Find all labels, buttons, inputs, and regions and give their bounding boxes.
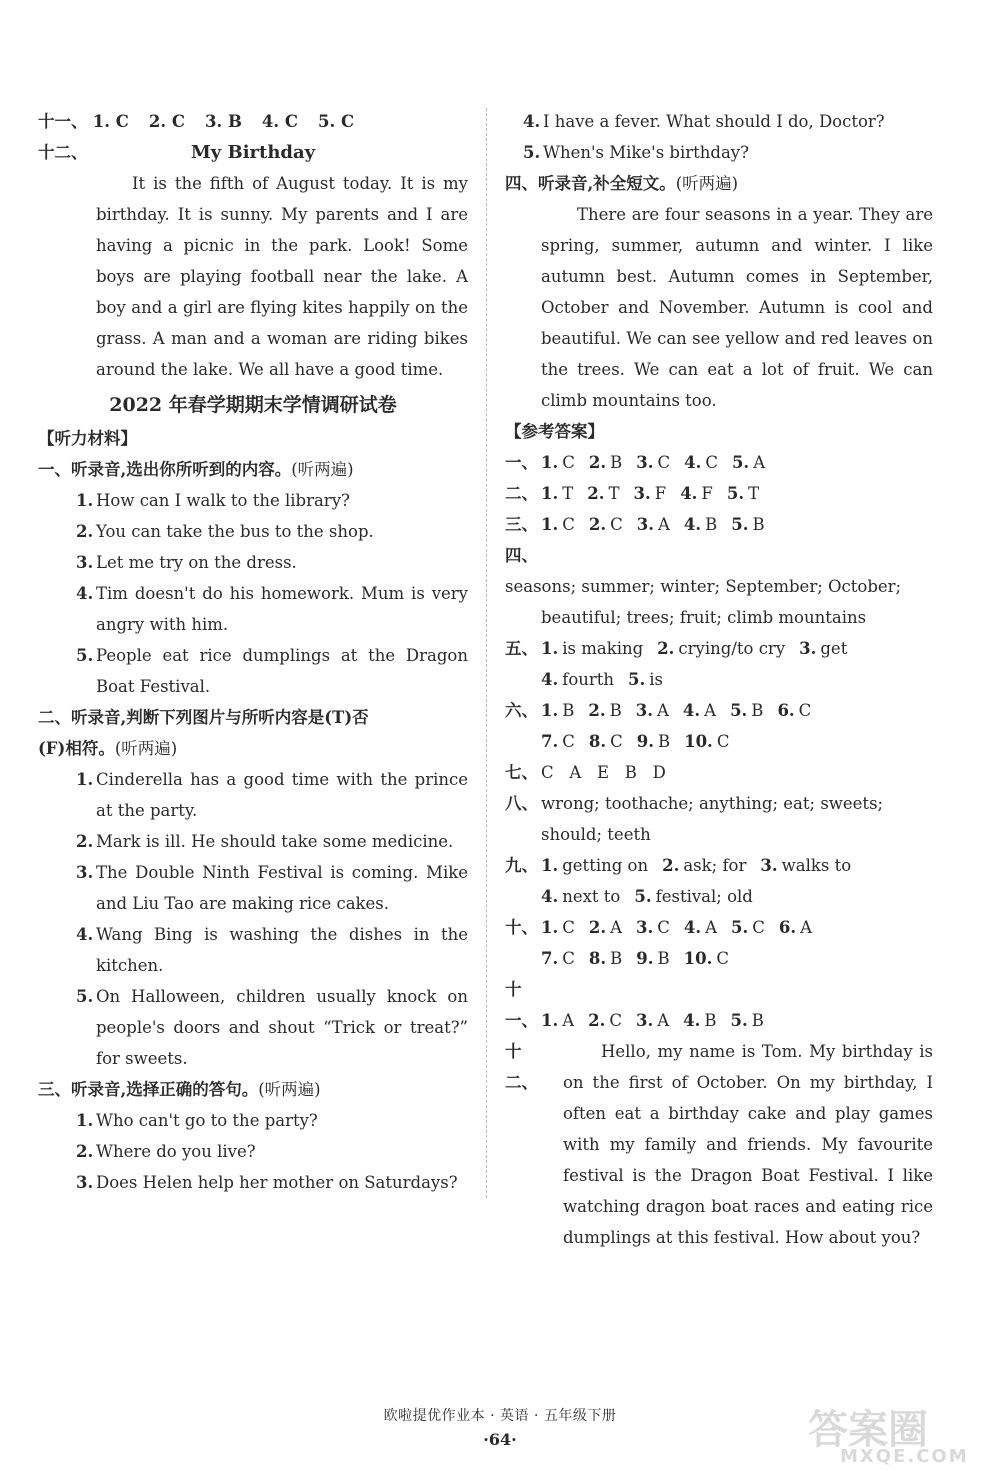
answer-number: 3. xyxy=(636,515,654,534)
answer-row xyxy=(505,943,933,974)
answer-row xyxy=(505,664,933,695)
answer-value: festival; old xyxy=(655,887,753,906)
answer-list xyxy=(93,112,374,131)
list-item xyxy=(38,981,468,1074)
answer-value: A xyxy=(800,918,813,937)
answer-value: A xyxy=(610,918,623,937)
answer-value: fourth xyxy=(562,670,615,689)
answer-number: 7. xyxy=(541,949,559,968)
answer-item xyxy=(662,856,746,875)
answer-number: 2. xyxy=(588,701,606,720)
answer-item xyxy=(683,701,716,720)
answer-value: B xyxy=(751,1011,764,1030)
answer-number: 5. C xyxy=(318,112,355,131)
answer-value: B xyxy=(562,701,575,720)
answer-item xyxy=(637,732,670,751)
answer-section xyxy=(505,788,933,850)
answer-value: C xyxy=(609,1011,623,1030)
answer-value: get xyxy=(820,639,848,658)
listening-passage: There are four seasons in a year. They are spring, summer, autumn and winter. I like autumn best. Autumn comes in September, October and November. Autumn is cool and beautiful. We can see yellow and red leaves on the trees. We can eat a lot of fruit. We can climb mountains too. xyxy=(541,205,933,410)
answer-number: 4. xyxy=(683,918,702,937)
answer-text: seasons; summer; winter; September; October; xyxy=(505,577,902,596)
answer-value: C xyxy=(562,949,575,968)
item-number: 3. xyxy=(76,1173,94,1192)
answer-number: 5. xyxy=(731,918,749,937)
answer-number: 1. xyxy=(541,701,559,720)
exam-title: 2022 年春学期期末学情调研试卷 xyxy=(109,394,397,416)
item-number: 5. xyxy=(76,646,94,665)
answer-row xyxy=(505,974,933,1036)
answer-value: walks to xyxy=(781,856,852,875)
answer-value: A xyxy=(657,1011,670,1030)
answer-item xyxy=(589,453,622,472)
section-note: (听两遍) xyxy=(291,460,354,479)
answer-text: C A E B D xyxy=(541,763,666,782)
answer-value: A xyxy=(657,515,670,534)
section-label: 四、 xyxy=(505,546,538,565)
answer-item xyxy=(684,918,717,937)
answer-item xyxy=(777,701,811,720)
answer-value: B xyxy=(705,515,718,534)
answer-value: T xyxy=(748,484,760,503)
answer-section xyxy=(505,850,933,912)
answer-item xyxy=(318,112,358,131)
answer-item xyxy=(541,639,643,658)
answer-value: C xyxy=(562,918,575,937)
answer-number: 10. xyxy=(684,732,713,751)
answer-value: T xyxy=(608,484,620,503)
answer-value: A xyxy=(704,701,717,720)
list-item xyxy=(38,547,468,578)
answer-item xyxy=(149,112,189,131)
section-label: 十一、 xyxy=(38,112,88,131)
list-item xyxy=(505,106,933,137)
listening-header: 【听力材料】 xyxy=(38,429,137,448)
answer-number: 6. xyxy=(778,918,797,937)
answer-item xyxy=(731,918,765,937)
section-note: (听两遍) xyxy=(114,739,178,758)
answer-row xyxy=(505,509,933,540)
answer-row xyxy=(505,726,933,757)
answer-text: should; teeth xyxy=(541,825,651,844)
right-column xyxy=(505,106,933,1253)
answer-section-12 xyxy=(505,1036,933,1253)
answer-item xyxy=(636,453,670,472)
answer-item xyxy=(730,701,763,720)
answer-item xyxy=(541,918,575,937)
item-text: People eat rice dumplings at the Dragon Boat Festival. xyxy=(96,646,468,696)
list-item xyxy=(38,857,468,919)
answer-row xyxy=(505,819,933,850)
listening-section-3-items-cont xyxy=(505,106,933,168)
item-number: 1. xyxy=(76,491,94,510)
answer-number: 1. xyxy=(541,639,559,658)
item-text: When's Mike's birthday? xyxy=(543,143,749,162)
answer-value: B xyxy=(657,732,671,751)
answer-number: 2. xyxy=(588,453,607,472)
column-divider xyxy=(486,108,487,1198)
item-text: You can take the bus to the shop. xyxy=(96,522,374,541)
answer-value: B xyxy=(751,701,764,720)
answer-item xyxy=(541,670,614,689)
section-12-heading xyxy=(38,137,468,168)
answer-item xyxy=(732,453,765,472)
answer-item xyxy=(628,670,663,689)
answer-item xyxy=(205,112,246,131)
section-label: 十二、 xyxy=(505,1042,538,1092)
answer-number: 4. xyxy=(684,453,702,472)
answer-number: 2. xyxy=(588,1011,606,1030)
answer-value: ask; for xyxy=(683,856,747,875)
answer-number: 4. xyxy=(683,515,702,534)
item-text: I have a fever. What should I do, Doctor? xyxy=(543,112,885,131)
watermark-logo xyxy=(800,1398,990,1468)
item-number: 5. xyxy=(523,143,541,162)
answer-number: 9. xyxy=(636,732,654,751)
section-label: 三、听录音,选择正确的答句。 xyxy=(38,1080,259,1099)
answer-value: C xyxy=(705,453,718,472)
answer-item xyxy=(541,701,574,720)
answer-number: 8. xyxy=(588,949,607,968)
answer-essay: Hello, my name is Tom. My birthday is on the first of October. On my birthday, I often eat a birthday cake and play games with my family and friends. My favourite festival is the Dragon Boat Festival. I like watching dragon boat races and eating rice dumplings at this festival. How about you? xyxy=(563,1042,933,1247)
answer-number: 2. C xyxy=(148,112,185,131)
answer-section xyxy=(505,757,933,788)
answer-row xyxy=(505,695,933,726)
item-text: Mark is ill. He should take some medicine. xyxy=(96,832,454,851)
answer-row xyxy=(505,881,933,912)
answer-item xyxy=(634,887,753,906)
answer-value: A xyxy=(656,701,669,720)
answer-row xyxy=(505,850,933,881)
list-item xyxy=(38,826,468,857)
answer-number: 4. xyxy=(541,670,559,689)
listening-section-3-items xyxy=(38,1105,468,1198)
item-number: 3. xyxy=(76,553,94,572)
answer-value: C xyxy=(716,732,730,751)
answer-text: beautiful; trees; fruit; climb mountains xyxy=(541,608,867,627)
answer-number: 2. xyxy=(662,856,680,875)
listening-section-1-items xyxy=(38,485,468,702)
answer-value: F xyxy=(654,484,667,503)
section-label: 一、 xyxy=(505,453,538,472)
answer-value: C xyxy=(610,515,623,534)
answer-number: 6. xyxy=(777,701,795,720)
answer-number: 3. xyxy=(636,918,654,937)
answer-item xyxy=(731,515,764,534)
page-number: ·64· xyxy=(483,1430,517,1449)
item-text: Does Helen help her mother on Saturdays? xyxy=(96,1173,458,1192)
footer-book-title: 欧啦提优作业本 · 英语 · 五年级下册 xyxy=(383,1408,617,1424)
item-text: Tim doesn't do his homework. Mum is very angry with him. xyxy=(96,584,468,634)
answer-number: 3. xyxy=(633,484,651,503)
item-number: 1. xyxy=(76,770,94,789)
item-text: On Halloween, children usually knock on people's doors and shout “Trick or treat?” for sweets. xyxy=(96,987,468,1068)
answer-number: 4. xyxy=(682,701,701,720)
watermark-main: 答案圈 xyxy=(808,1407,928,1453)
listening-section-2-items xyxy=(38,764,468,1074)
answer-number: 1. xyxy=(541,918,559,937)
listening-section-4-heading xyxy=(505,168,933,199)
list-item xyxy=(38,764,468,826)
answer-number: 2. xyxy=(588,918,607,937)
answer-row xyxy=(505,540,933,602)
answer-key xyxy=(505,447,933,1036)
section-label: 二、听录音,判断下列图片与所听内容是(T)否 xyxy=(38,708,369,727)
answer-item xyxy=(589,732,623,751)
answer-item xyxy=(636,949,669,968)
answer-item xyxy=(727,484,759,503)
answer-number: 4. xyxy=(680,484,698,503)
answer-number: 5. xyxy=(634,887,652,906)
item-number: 2. xyxy=(76,832,94,851)
section-note: (听两遍) xyxy=(675,174,739,193)
answer-text: wrong; toothache; anything; eat; sweets; xyxy=(541,794,884,813)
answer-item xyxy=(262,112,302,131)
section-label: 一、听录音,选出你所听到的内容。 xyxy=(38,460,292,479)
answer-number: 7. xyxy=(541,732,559,751)
answer-value: A xyxy=(562,1011,575,1030)
answers-header: 【参考答案】 xyxy=(505,422,604,441)
watermark-url: MXQE.COM xyxy=(840,1446,969,1467)
list-item xyxy=(38,485,468,516)
answer-item xyxy=(684,515,717,534)
answer-value: B xyxy=(610,949,623,968)
answer-item xyxy=(636,701,669,720)
answer-value: is xyxy=(649,670,664,689)
item-number: 1. xyxy=(76,1111,94,1130)
listening-section-3-heading xyxy=(38,1074,468,1105)
list-item xyxy=(505,137,933,168)
answer-number: 2. xyxy=(657,639,675,658)
answer-item xyxy=(541,484,573,503)
answer-item xyxy=(657,639,785,658)
answer-item xyxy=(680,484,713,503)
answer-item xyxy=(587,484,619,503)
answer-number: 1. xyxy=(541,856,559,875)
answer-section xyxy=(505,478,933,509)
answer-number: 3. xyxy=(635,701,653,720)
answer-item xyxy=(589,918,622,937)
listening-section-2-heading xyxy=(38,702,468,764)
answer-item xyxy=(684,949,729,968)
item-number: 4. xyxy=(523,112,541,131)
answer-value: T xyxy=(562,484,574,503)
answer-value: B xyxy=(752,515,765,534)
answer-number: 5. xyxy=(731,515,749,534)
answer-number: 8. xyxy=(588,732,607,751)
section-label: 九、 xyxy=(505,856,538,875)
answer-item xyxy=(589,949,622,968)
answer-row xyxy=(505,478,933,509)
item-number: 4. xyxy=(76,584,94,603)
section-label: 六、 xyxy=(505,701,538,720)
essay-paragraph: It is the fifth of August today. It is my birthday. It is sunny. My parents and I are having a picnic in the park. Look! Some boys are playing football near the lake. A boy and a girl are flying kites happily on the grass. A man and a woman are riding bikes around the lake. We all have a good time. xyxy=(96,174,468,379)
answer-value: C xyxy=(752,918,765,937)
answer-number: 3. B xyxy=(204,112,242,131)
list-item xyxy=(38,516,468,547)
list-item xyxy=(38,919,468,981)
listening-section-1-heading xyxy=(38,454,468,485)
answer-number: 1. xyxy=(541,515,559,534)
answer-row xyxy=(505,447,933,478)
answer-item xyxy=(541,949,575,968)
answer-number: 5. xyxy=(730,1011,748,1030)
item-text: Where do you live? xyxy=(96,1142,256,1161)
answer-row xyxy=(505,757,933,788)
answer-item xyxy=(779,918,812,937)
answer-item xyxy=(588,1011,622,1030)
answer-value: B xyxy=(657,949,670,968)
item-text: Who can't go to the party? xyxy=(96,1111,318,1130)
list-item xyxy=(38,640,468,702)
answer-number: 4. xyxy=(541,887,559,906)
answer-number: 9. xyxy=(636,949,654,968)
answer-number: 3. xyxy=(636,1011,654,1030)
answer-row xyxy=(505,788,933,819)
answer-item xyxy=(637,515,670,534)
item-number: 5. xyxy=(76,987,94,1006)
answer-value: B xyxy=(609,701,622,720)
answer-item xyxy=(541,887,620,906)
section-label: 十二、 xyxy=(38,143,88,162)
answer-value: F xyxy=(701,484,713,503)
answer-section xyxy=(505,509,933,540)
answer-item xyxy=(799,639,847,658)
answer-value: B xyxy=(704,1011,717,1030)
section-label: 七、 xyxy=(505,763,538,782)
item-number: 3. xyxy=(76,863,94,882)
answer-value: C xyxy=(562,453,575,472)
item-text: The Double Ninth Festival is coming. Mike and Liu Tao are making rice cakes. xyxy=(96,863,468,913)
section-label: 四、听录音,补全短文。 xyxy=(505,174,676,193)
section-label: 三、 xyxy=(505,515,538,534)
answer-value: next to xyxy=(562,887,621,906)
item-number: 4. xyxy=(76,925,94,944)
item-text: How can I walk to the library? xyxy=(96,491,350,510)
answer-item xyxy=(541,856,648,875)
section-label-cont: (F)相符。 xyxy=(38,739,115,758)
answer-value: C xyxy=(610,732,623,751)
answer-number: 1. C xyxy=(92,112,129,131)
item-text: Cinderella has a good time with the prince at the party. xyxy=(96,770,468,820)
section-label: 十、 xyxy=(505,918,538,937)
answer-number: 1. xyxy=(541,484,559,503)
answer-section xyxy=(505,447,933,478)
section-label: 五、 xyxy=(505,639,538,658)
answer-item xyxy=(541,515,575,534)
item-number: 2. xyxy=(76,1142,94,1161)
answer-number: 2. xyxy=(587,484,605,503)
answer-row xyxy=(505,912,933,943)
answer-value: C xyxy=(798,701,812,720)
answer-section xyxy=(505,695,933,757)
item-text: Wang Bing is washing the dishes in the kitchen. xyxy=(96,925,468,975)
answer-section xyxy=(505,974,933,1036)
answer-value: A xyxy=(753,453,766,472)
answer-number: 3. xyxy=(799,639,817,658)
answer-value: is making xyxy=(562,639,644,658)
answer-item xyxy=(760,856,851,875)
answer-item xyxy=(588,701,621,720)
essay-title: My Birthday xyxy=(190,142,316,163)
section-11-answers xyxy=(38,106,468,137)
list-item xyxy=(38,1136,468,1167)
answer-item xyxy=(636,1011,669,1030)
answer-number: 10. xyxy=(683,949,713,968)
answer-item xyxy=(589,515,623,534)
answer-value: B xyxy=(610,453,623,472)
answer-number: 3. xyxy=(760,856,778,875)
answer-number: 4. C xyxy=(261,112,298,131)
answer-number: 2. xyxy=(588,515,607,534)
answer-value: C xyxy=(657,918,670,937)
answer-value: C xyxy=(562,515,575,534)
answer-item xyxy=(636,918,670,937)
answer-number: 3. xyxy=(636,453,654,472)
section-label: 八、 xyxy=(505,794,538,813)
answer-section xyxy=(505,912,933,974)
answer-item xyxy=(93,112,133,131)
answer-section xyxy=(505,540,933,633)
section-label: 十一、 xyxy=(505,980,538,1030)
answer-number: 5. xyxy=(731,453,750,472)
answer-number: 4. xyxy=(683,1011,701,1030)
section-label: 二、 xyxy=(505,484,538,503)
answer-number: 1. xyxy=(541,453,559,472)
answer-row xyxy=(505,633,933,664)
answer-item xyxy=(684,453,718,472)
answer-number: 1. xyxy=(541,1011,559,1030)
answer-number: 5. xyxy=(730,701,748,720)
item-number: 2. xyxy=(76,522,94,541)
answer-value: getting on xyxy=(562,856,649,875)
answer-item xyxy=(541,732,575,751)
left-column xyxy=(38,106,468,1198)
answer-section xyxy=(505,633,933,695)
answer-item xyxy=(731,1011,764,1030)
answer-value: A xyxy=(705,918,718,937)
answer-value: C xyxy=(657,453,671,472)
item-text: Let me try on the dress. xyxy=(96,553,297,572)
answer-item xyxy=(634,484,667,503)
list-item xyxy=(38,1105,468,1136)
answer-item xyxy=(541,453,575,472)
answer-item xyxy=(541,1011,574,1030)
answer-item xyxy=(683,1011,716,1030)
answer-item xyxy=(684,732,729,751)
answer-value: C xyxy=(562,732,575,751)
list-item xyxy=(38,578,468,640)
answer-row xyxy=(505,602,933,633)
answer-value: crying/to cry xyxy=(678,639,786,658)
answer-number: 5. xyxy=(726,484,745,503)
answer-value: C xyxy=(716,949,729,968)
list-item xyxy=(38,1167,468,1198)
section-note: (听两遍) xyxy=(258,1080,321,1099)
answer-number: 5. xyxy=(628,670,646,689)
